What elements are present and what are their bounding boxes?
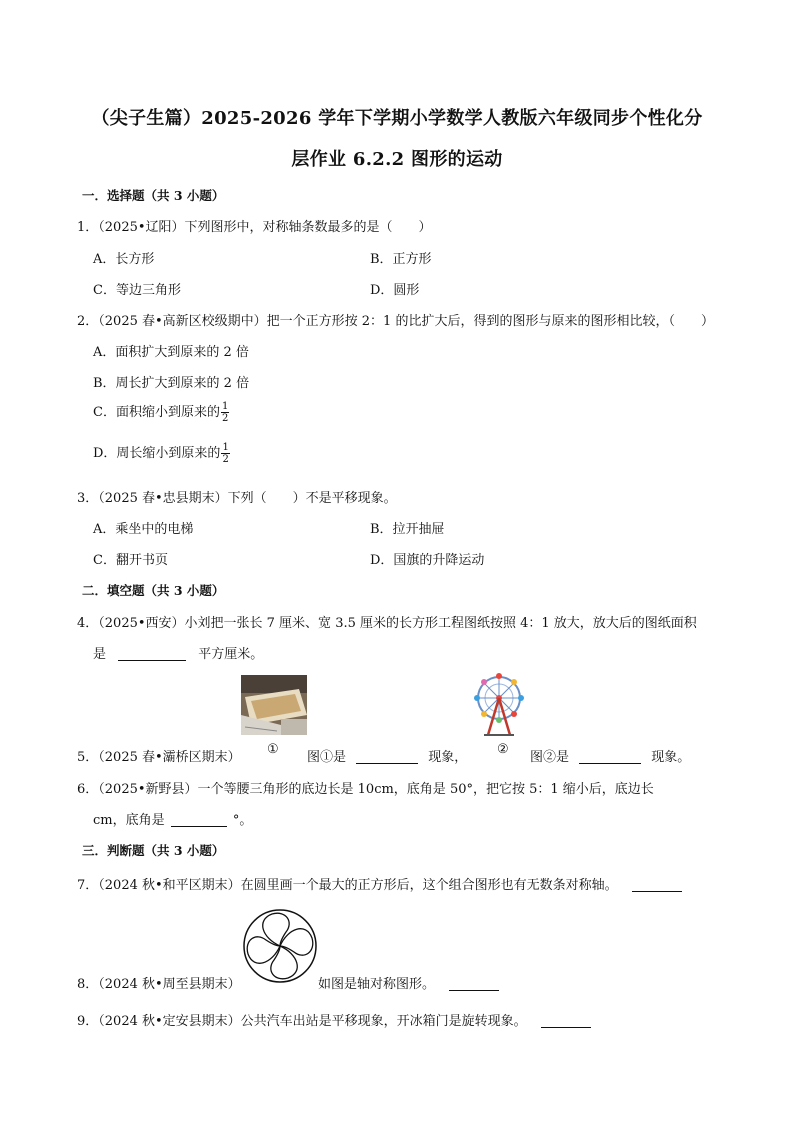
answer-blank[interactable] [541, 1013, 591, 1028]
page-title-line1: （尖子生篇）2025-2026 学年下学期小学数学人教版六年级同步个性化分 [91, 108, 703, 129]
question-2-stem: 2．（2025 春•高新区校级期中）把一个正方形按 2：1 的比扩大后，得到的图形与原来的图形相比较，（ ） [77, 314, 714, 329]
question-5-part2-pre: 图②是 [530, 750, 570, 765]
answer-blank[interactable] [118, 646, 186, 661]
question-4-line2 [93, 643, 263, 662]
question-3-option-d: D．国旗的升降运动 [370, 553, 485, 568]
question-4-line1: 4．（2025•西安）小刘把一张长 7 厘米、宽 3.5 厘米的长方形工程图纸按照 4：1 放大，放大后的图纸面积 [77, 616, 697, 631]
section-heading-judge: 三．判断题（共 3 小题） [82, 843, 225, 858]
question-5-stem: 5．（2025 春•灞桥区期末） [77, 750, 241, 765]
fraction-one-half [221, 401, 229, 424]
question-4-line2-post: 平方厘米。 [198, 647, 264, 662]
section-heading-fill: 二．填空题（共 3 小题） [82, 583, 225, 598]
question-2-option-b: B．周长扩大到原来的 2 倍 [93, 376, 250, 391]
ferris-wheel-image [474, 673, 524, 737]
question-2-option-c [93, 401, 229, 424]
question-2-option-d-text: D．周长缩小到原来的 [93, 446, 221, 461]
section-heading-choice: 一．选择题（共 3 小题） [82, 188, 225, 203]
fraction-one-half [221, 442, 229, 465]
question-1-option-d: D．圆形 [370, 283, 420, 298]
question-8-tail [318, 973, 499, 992]
page-title-line2: 层作业 6.2.2 图形的运动 [291, 149, 503, 170]
question-9 [77, 1010, 591, 1029]
figure-1-marker: ① [267, 742, 279, 757]
question-2-option-c-text: C．面积缩小到原来的 [93, 405, 220, 420]
question-5-part1-pre: 图①是 [307, 750, 347, 765]
question-7 [77, 874, 682, 893]
question-6-line2-post: °。 [232, 813, 253, 828]
question-8-post: 如图是轴对称图形。 [318, 977, 436, 992]
answer-blank[interactable] [579, 749, 641, 764]
question-2-option-a: A．面积扩大到原来的 2 倍 [93, 345, 249, 360]
answer-blank[interactable] [632, 877, 682, 892]
question-5-part1 [307, 746, 467, 765]
question-6-line1: 6．（2025•新野县）一个等腰三角形的底边长是 10cm，底角是 50°，把它按 5：1 缩小后，底边长 [77, 782, 654, 797]
figure-2-marker: ② [497, 742, 509, 757]
question-1-option-b: B．正方形 [370, 252, 432, 267]
question-3-option-b: B．拉开抽屉 [370, 522, 445, 537]
drawer-photo-image [241, 675, 307, 735]
answer-blank[interactable] [356, 749, 418, 764]
question-3-option-c: C．翻开书页 [93, 553, 168, 568]
question-5-part2 [530, 746, 690, 765]
question-2-option-d [93, 442, 230, 465]
fraction-numerator: 1 [221, 401, 229, 412]
question-3-option-a: A．乘坐中的电梯 [93, 522, 194, 537]
fraction-denominator: 2 [222, 454, 229, 465]
fraction-numerator: 1 [222, 442, 229, 453]
question-1-option-a: A．长方形 [93, 252, 155, 267]
question-8-stem: 8．（2024 秋•周至县期末） [77, 977, 241, 992]
question-5-part1-post: 现象， [428, 750, 468, 765]
question-9-stem: 9．（2024 秋•定安县期末）公共汽车出站是平移现象，开冰箱门是旋转现象。 [77, 1014, 527, 1029]
fraction-denominator: 2 [221, 413, 229, 424]
question-6-line2-pre: cm，底角是 [93, 813, 165, 828]
question-1-stem: 1．（2025•辽阳）下列图形中，对称轴条数最多的是（ ） [77, 220, 432, 235]
circle-pinwheel-figure [242, 908, 318, 984]
question-5-part2-post: 现象。 [651, 750, 691, 765]
answer-blank[interactable] [449, 976, 499, 991]
question-1-option-c: C．等边三角形 [93, 283, 181, 298]
question-7-stem: 7．（2024 秋•和平区期末）在圆里画一个最大的正方形后，这个组合图形也有无数条对称轴。 [77, 878, 618, 893]
answer-blank[interactable] [171, 812, 227, 827]
question-8 [77, 973, 241, 992]
question-4-line2-pre: 是 [93, 647, 107, 662]
question-6-line2 [93, 809, 252, 828]
question-3-stem: 3．（2025 春•忠县期末）下列（ ）不是平移现象。 [77, 491, 397, 506]
